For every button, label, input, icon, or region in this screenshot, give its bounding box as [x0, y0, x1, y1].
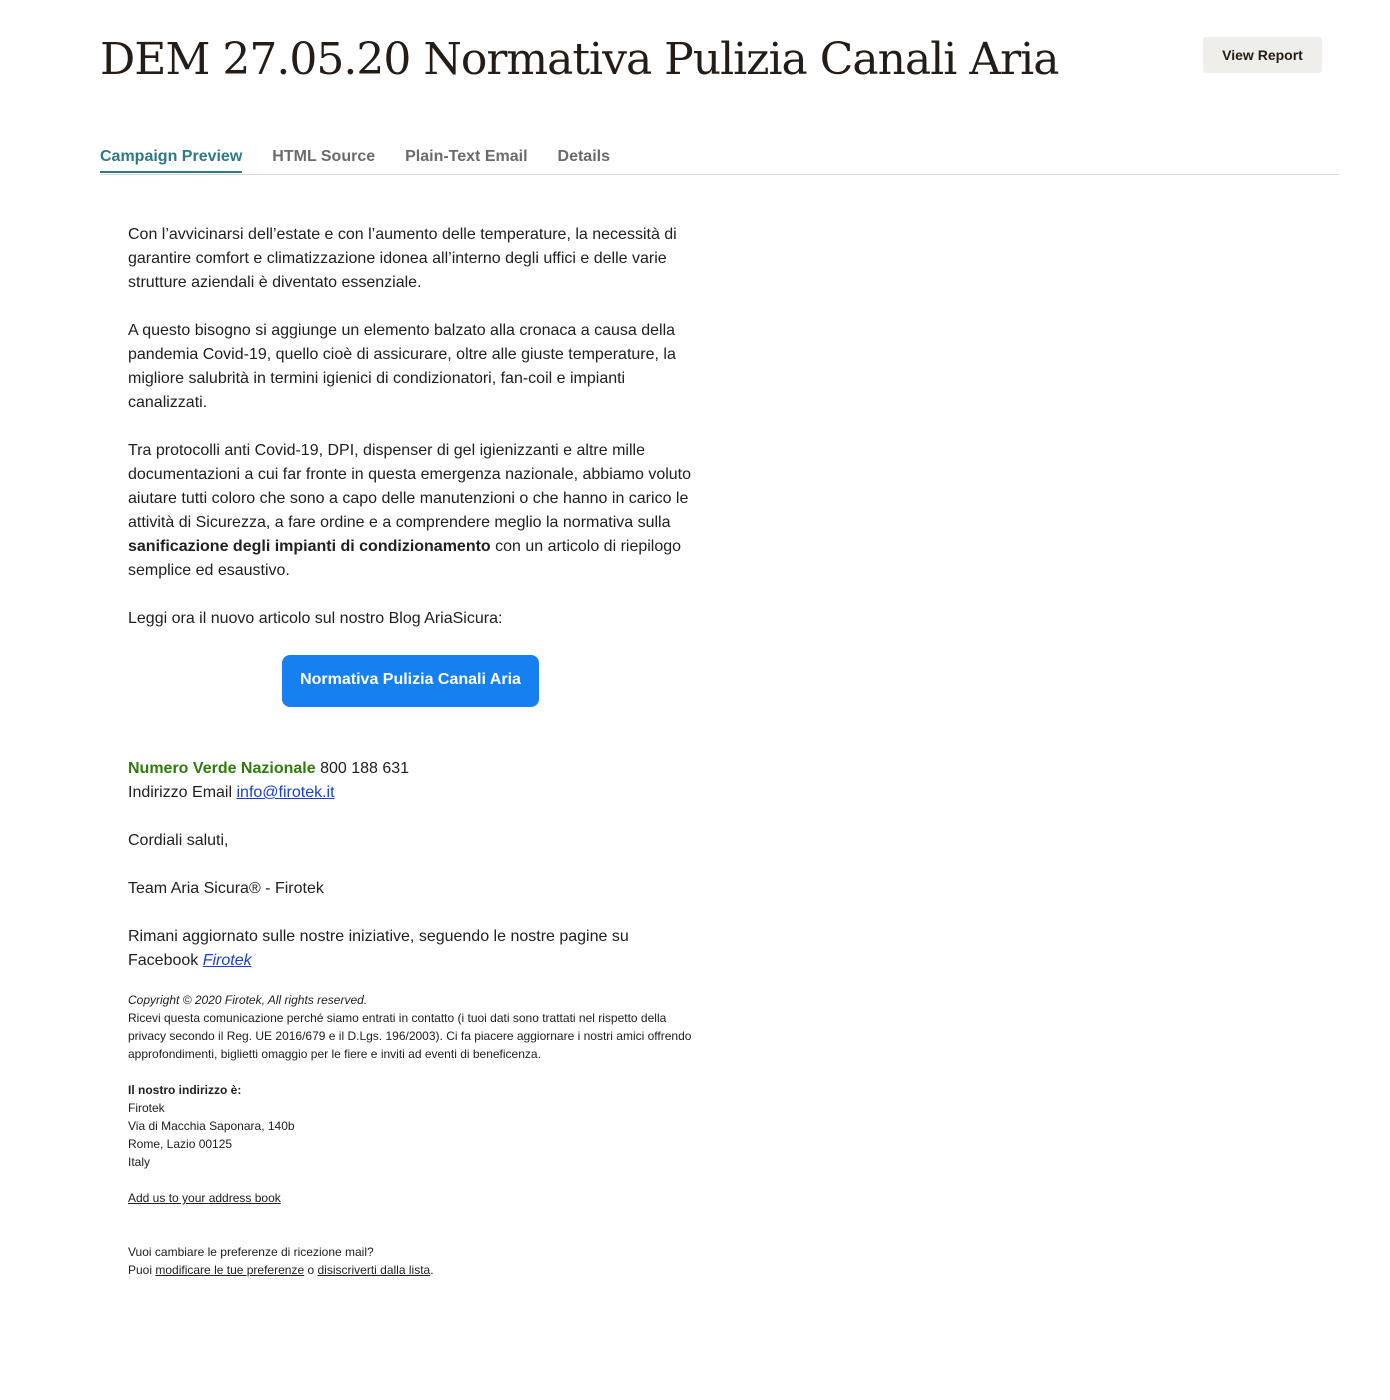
article-cta-button[interactable]: Normativa Pulizia Canali Aria — [282, 655, 539, 707]
phone-label: Numero Verde Nazionale — [128, 760, 316, 777]
address-heading: Il nostro indirizzo è: — [128, 1083, 242, 1097]
email-paragraph-1: Con l’avvicinarsi dell’estate e con l’aumento delle temperature, la necessità di garantire comfort e climatizzazione idonea all’interno degli uffici e delle varie strutture aziendali è diventato essenziale. — [128, 226, 677, 291]
social-text: Rimani aggiornato sulle nostre iniziative, seguendo le nostre pagine su Facebook — [128, 928, 629, 969]
paragraph-3-bold: sanificazione degli impianti di condizionamento — [128, 538, 491, 555]
prefs-end: . — [430, 1263, 434, 1277]
social-block — [128, 925, 698, 973]
page-title: DEM 27.05.20 Normativa Pulizia Canali Aria — [100, 34, 1059, 85]
signature: Team Aria Sicura® - Firotek — [128, 880, 324, 897]
preferences-block — [128, 1243, 698, 1279]
tab-bar — [100, 143, 1339, 175]
address-line: Firotek — [128, 1101, 165, 1115]
address-block — [128, 1081, 698, 1171]
greeting: Cordiali saluti, — [128, 832, 229, 849]
prefs-o: o — [307, 1263, 315, 1277]
preferences-link[interactable]: modificare le tue preferenze — [155, 1263, 305, 1277]
address-book-block — [128, 1189, 698, 1207]
paragraph-3-end: con un articolo di riepilogo semplice ed esaustivo. — [128, 538, 682, 579]
address-book-link[interactable]: Add us to your address book — [128, 1191, 281, 1205]
prefs-question: Vuoi cambiare le preferenze di ricezione mail? — [128, 1245, 374, 1259]
address-line: Via di Macchia Saponara, 140b — [128, 1119, 295, 1133]
paragraph-3-start: Tra protocolli anti Covid-19, DPI, dispenser di gel igienizzanti e altre mille documentazioni a cui far fronte in questa emergenza nazionale, abbiamo voluto aiutare tutti coloro che sono a capo delle manutenzioni o che hanno in carico le attività di Sicurezza, a fare ordine e a comprendere meglio la normativa sulla — [128, 442, 692, 531]
email-address-link[interactable]: info@firotek.it — [236, 784, 335, 801]
view-report-button[interactable]: View Report — [1203, 37, 1322, 73]
email-paragraph-2: A questo bisogno si aggiunge un elemento balzato alla cronaca a causa della pandemia Covid-19, quello cioè di assicurare, oltre alle giuste temperature, la migliore salubrità in termini igienici di condizionatori, fan-coil e impianti canalizzati. — [128, 322, 676, 411]
tab-campaign-preview[interactable]: Campaign Preview — [100, 143, 242, 173]
copyright-text: Copyright © 2020 Firotek, All rights reserved. — [128, 993, 368, 1007]
blog-intro: Leggi ora il nuovo articolo sul nostro Blog AriaSicura: — [128, 610, 503, 627]
unsubscribe-link[interactable]: disiscriverti dalla lista — [317, 1263, 431, 1277]
footer-legal — [128, 991, 698, 1063]
tab-plain-text-email[interactable]: Plain-Text Email — [405, 148, 528, 165]
email-preview — [128, 223, 698, 1297]
contact-block — [128, 757, 698, 805]
email-paragraph-3 — [128, 439, 698, 583]
email-label: Indirizzo Email — [128, 784, 233, 801]
prefs-puoi: Puoi — [128, 1263, 153, 1277]
address-line: Italy — [128, 1155, 151, 1169]
tab-details[interactable]: Details — [557, 148, 610, 165]
facebook-link[interactable]: Firotek — [202, 952, 252, 969]
address-line: Rome, Lazio 00125 — [128, 1137, 233, 1151]
privacy-notice: Ricevi questa comunicazione perché siamo entrati in contatto (i tuoi dati sono trattati nel rispetto della privacy secondo il Reg. UE 2016/679 e il D.Lgs. 196/2003). Ci fa piacere aggiornare i nostri amici offrendo approfondimenti, biglietti omaggio per le fiere e inviti ad eventi di beneficenza. — [128, 1011, 692, 1061]
phone-number: 800 188 631 — [320, 760, 410, 777]
email-footer — [128, 991, 698, 1279]
tab-html-source[interactable]: HTML Source — [272, 148, 376, 165]
cta-wrapper — [282, 655, 698, 707]
